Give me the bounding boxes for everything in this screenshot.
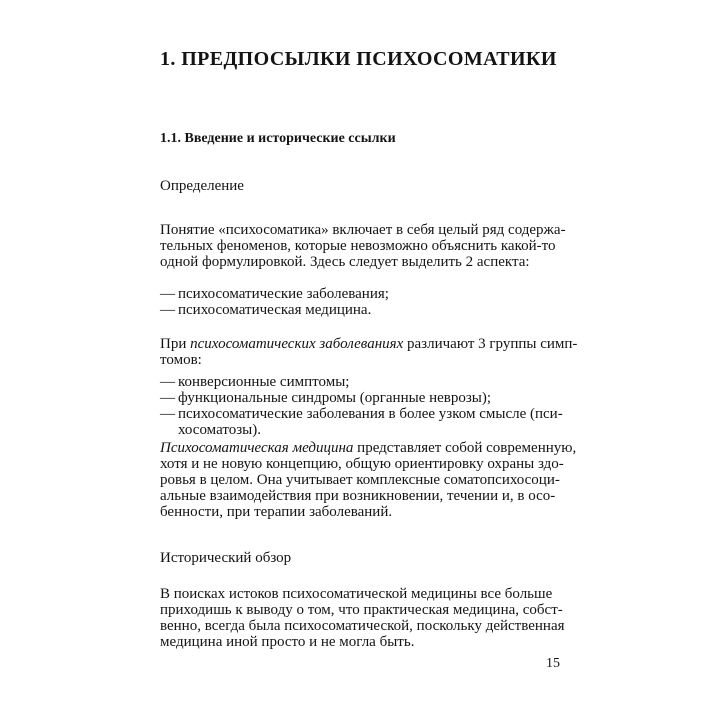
paragraph-line: бенности, при терапии заболеваний. — [160, 504, 393, 520]
list-item: — психосоматические заболевания; — [160, 286, 560, 302]
paragraph-line — [160, 336, 578, 352]
paragraph-line: приходишь к выводу о том, что практическая медицина, собст- — [160, 602, 563, 618]
medicine-paragraph — [160, 440, 577, 520]
list-item: — конверсионные симптомы; — [160, 374, 560, 390]
paragraph-line: медицина иной просто и не могла быть. — [160, 634, 415, 650]
list-item: — функциональные синдромы (органные неврозы); — [160, 390, 560, 406]
paragraph-line: одной формулировкой. Здесь следует выделить 2 аспекта: — [160, 254, 530, 270]
list-item-continuation: хосоматозы). — [178, 422, 261, 438]
symptoms-intro-paragraph — [160, 336, 578, 368]
chapter-title: 1. ПРЕДПОСЫЛКИ ПСИХОСОМАТИКИ — [160, 48, 557, 70]
section-title: 1.1. Введение и исторические ссылки — [160, 131, 396, 146]
text-run: При — [160, 336, 191, 352]
list-item — [160, 406, 563, 438]
list-item: — психосоматическая медицина. — [160, 302, 560, 318]
paragraph-line: томов: — [160, 352, 202, 368]
paragraph-line: ровья в целом. Она учитывает комплексные соматопсихосоци- — [160, 472, 560, 488]
paragraph-line: тельных феноменов, которые невозможно объяснить какой-то — [160, 238, 556, 254]
aspects-list — [160, 286, 560, 318]
paragraph-line: альные взаимодействия при возникновении, течении и, в осо- — [160, 488, 556, 504]
history-heading: Исторический обзор — [160, 550, 292, 566]
definition-paragraph — [160, 222, 566, 270]
emphasized-term: Психосоматическая медицина — [160, 440, 354, 456]
paragraph-line: Понятие «психосоматика» включает в себя целый ряд содержа- — [160, 222, 566, 238]
definition-heading: Определение — [160, 178, 244, 194]
paragraph-line — [160, 440, 577, 456]
text-run: представляет собой современную, — [353, 440, 577, 456]
history-paragraph — [160, 586, 565, 650]
text-run: различают 3 группы симп- — [403, 336, 578, 352]
paragraph-line: хотя и не новую концепцию, общую ориентировку охраны здо- — [160, 456, 564, 472]
paragraph-line: венно, всегда была психосоматической, поскольку действенная — [160, 618, 565, 634]
emphasized-term: психосоматических заболеваниях — [190, 336, 404, 352]
list-item-text: — психосоматические заболевания в более узком смысле (пси- — [178, 406, 563, 422]
symptoms-list — [160, 374, 563, 438]
paragraph-line: В поисках истоков психосоматической медицины все больше — [160, 586, 553, 602]
page-number: 15 — [546, 656, 560, 671]
